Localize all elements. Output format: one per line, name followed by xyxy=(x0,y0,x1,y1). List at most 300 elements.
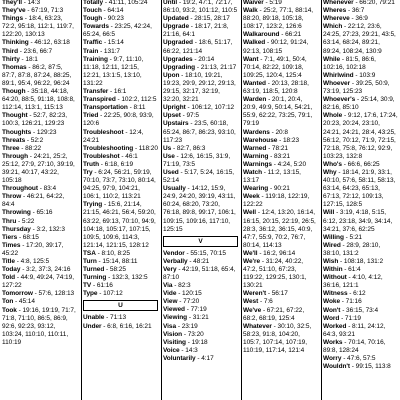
index-word: We'll xyxy=(243,249,258,257)
index-references: - 6:18, 6:19 xyxy=(100,160,134,168)
index-entry xyxy=(163,23,238,39)
index-word: TSA xyxy=(83,249,96,257)
index-word: Upgrading xyxy=(163,63,196,71)
index-entry xyxy=(83,39,158,47)
index-entry xyxy=(243,96,318,128)
index-references: - 8:11, 24:12, 64:3, 93:21 xyxy=(323,322,386,338)
index-column-4 xyxy=(243,0,318,355)
index-references: - 68:15 xyxy=(18,233,39,241)
index-entry xyxy=(2,185,77,193)
index-word: Visa xyxy=(163,322,177,330)
column-divider xyxy=(161,0,162,400)
index-references: - 90:21 xyxy=(269,185,290,193)
index-entry xyxy=(2,112,77,128)
index-word: Which xyxy=(323,23,343,31)
index-word: Whole xyxy=(323,112,343,120)
index-references: - 107:12 xyxy=(99,290,123,298)
index-entry xyxy=(2,39,77,47)
index-word: Tomorrow xyxy=(2,290,33,298)
index-entry xyxy=(83,112,158,128)
index-references: - 3:2, 132:3 xyxy=(32,225,65,233)
index-word: Voice xyxy=(163,346,180,354)
index-word: Tiers xyxy=(2,233,18,241)
index-entry xyxy=(243,193,318,209)
index-entry xyxy=(163,120,238,144)
index-entry xyxy=(2,129,77,137)
index-word: Turn xyxy=(83,258,97,265)
index-references: - 25:2, 77:1, 88:14, 88:20, 89:18, 105:18, 108:17, 123:2, 126:6 xyxy=(243,7,314,31)
index-word: Weren't xyxy=(243,290,267,298)
index-references: - 46:12, 63:18 xyxy=(30,39,70,47)
index-references: - 12:4, 13:20, 16:14, 16:15, 20:15, 22:19, 26:5, 28:3, 36:12, 36:15, 40:9, 47:7, 55:9, 70:2, 76:7, 80:14, 114:13 xyxy=(243,209,316,249)
index-entry xyxy=(323,169,398,209)
index-entry xyxy=(323,323,398,339)
index-word: Unable xyxy=(83,314,105,322)
index-entry xyxy=(83,145,158,153)
index-entry xyxy=(2,0,77,7)
index-references: - 90:23 xyxy=(103,15,124,23)
index-references: - 18:1 xyxy=(21,55,38,63)
index-word: Thru xyxy=(2,217,17,225)
index-references: - 88:22 xyxy=(21,144,42,152)
index-entry xyxy=(323,298,398,306)
index-word: Whoever xyxy=(323,79,351,87)
index-word: Though xyxy=(2,88,26,96)
index-entry xyxy=(83,96,158,104)
index-references: - 47:6, 57:5 xyxy=(343,355,376,363)
index-references: - 6:12 xyxy=(349,290,366,298)
index-word: Whereve xyxy=(323,15,350,23)
index-references: - 30:10, 32:5, 58:23, 91:8, 104:20, 105:7, 107:14, 107:19, 110:19, 117:14, 121:4 xyxy=(243,322,312,355)
index-word: Transpired xyxy=(83,96,116,104)
index-word: Warden xyxy=(243,96,267,104)
index-word: Turning xyxy=(83,274,107,282)
index-word: Without xyxy=(323,274,347,282)
index-entry xyxy=(243,290,318,298)
index-entry xyxy=(323,96,398,112)
index-word: Thomas xyxy=(2,63,27,71)
index-entry xyxy=(163,298,238,306)
index-entry xyxy=(243,56,318,80)
index-entry xyxy=(163,250,238,258)
index-word: Ton xyxy=(2,298,14,306)
index-column-1 xyxy=(2,0,77,347)
index-references: - 18:23 xyxy=(279,136,300,144)
index-word: Took xyxy=(2,306,17,314)
index-word: Via xyxy=(163,282,173,290)
index-references: - 5:19 xyxy=(265,0,282,6)
index-entry xyxy=(83,153,158,161)
index-entry xyxy=(323,80,398,96)
index-references: - 61:16 xyxy=(92,282,113,290)
index-word: Wearing xyxy=(243,185,269,193)
index-word: Train xyxy=(83,47,99,55)
index-word: Upset xyxy=(163,112,181,120)
index-word: Tried xyxy=(83,112,99,120)
index-references: - 67:19, 71:3 xyxy=(27,7,64,15)
index-entry xyxy=(323,7,398,15)
index-word: Watch xyxy=(243,168,263,176)
index-entry xyxy=(243,258,318,290)
index-word: Used xyxy=(163,168,179,176)
index-references: - 31:21 xyxy=(188,314,209,322)
index-word: Waiver xyxy=(243,0,264,6)
index-word: Won't xyxy=(323,306,341,314)
index-entry xyxy=(163,112,238,120)
index-references: - 23:5, 60:18, 65:24, 86:7, 86:23, 93:10, 117:23 xyxy=(163,120,236,144)
index-references: - 83:21 xyxy=(270,152,291,160)
index-column-5 xyxy=(323,0,398,371)
index-entry xyxy=(2,290,77,298)
index-word: Totally xyxy=(83,0,104,6)
index-word: Through xyxy=(2,152,29,160)
index-references: - 18:4, 63:23, 72:2, 95:18, 112:1, 119:7, 122:20, 130:13 xyxy=(2,15,74,39)
index-entry xyxy=(83,266,158,274)
index-references: - 3:19, 4:18, 5:15, 6:12, 23:18, 34:9, 34:14, 34:21, 37:6, 62:25 xyxy=(323,209,393,233)
index-word: Word xyxy=(323,314,340,322)
index-references: - 11:2, 13:15, 13:17 xyxy=(243,168,301,185)
index-word: Threats xyxy=(2,136,26,144)
index-references: - 77:20 xyxy=(179,298,200,306)
index-word: TV xyxy=(83,282,92,290)
index-entry xyxy=(243,7,318,31)
index-entry xyxy=(163,282,238,290)
index-word: We've xyxy=(243,306,262,314)
index-entry xyxy=(163,39,238,55)
index-references: - 16:2, 96:14 xyxy=(259,249,296,257)
index-word: Type xyxy=(83,290,98,298)
index-word: Throw xyxy=(2,193,22,201)
index-entry xyxy=(323,258,398,266)
index-entry xyxy=(83,282,158,290)
index-references: - 71:13 xyxy=(106,314,127,322)
index-references: - 103:9 xyxy=(355,71,376,79)
index-entry xyxy=(163,258,238,266)
index-references: - 120:15 xyxy=(178,290,202,298)
index-references: - 61:4 xyxy=(344,266,361,274)
index-references: - 36:7 xyxy=(347,7,365,15)
index-references: - 24:21, 25:2, 25:12, 27:9, 27:10, 39:19, 39:21, 40:17, 43:22, 105:18 xyxy=(2,152,75,185)
index-references: - 82:3 xyxy=(174,282,191,290)
index-word: Tough xyxy=(83,15,103,23)
index-references: - 36:15, 73:4 xyxy=(342,306,379,314)
index-references: - 19:18 xyxy=(187,338,208,346)
index-references: - 65:16 xyxy=(32,209,53,217)
index-entry xyxy=(2,274,77,290)
index-word: Upon xyxy=(163,71,180,79)
index-entry xyxy=(323,307,398,315)
index-references: - 132:3, 132:5 xyxy=(108,274,148,282)
index-word: Thursday xyxy=(2,225,31,233)
index-word: Try xyxy=(83,168,93,176)
index-references: - 4:8, 125:5 xyxy=(16,258,50,265)
index-word: Transportation xyxy=(83,104,128,112)
column-divider xyxy=(321,0,322,400)
index-word: Worry xyxy=(323,355,342,363)
index-entry xyxy=(163,145,238,153)
index-word: They'll xyxy=(2,0,22,6)
index-word: Willing xyxy=(323,233,344,241)
index-word: While xyxy=(323,55,341,63)
index-references: - 21:13, 21:17 xyxy=(196,63,237,71)
index-entry xyxy=(2,15,77,39)
index-references: - 5:21 xyxy=(345,233,362,241)
index-word: Warehouse xyxy=(243,136,278,144)
index-word: Wouldn't xyxy=(323,363,351,371)
index-entry xyxy=(163,347,238,355)
index-references: - 58:25 xyxy=(106,266,126,274)
index-word: Us xyxy=(163,144,172,152)
index-entry xyxy=(323,363,398,371)
index-entry xyxy=(2,88,77,112)
index-entry xyxy=(2,266,77,274)
index-entry xyxy=(2,137,77,145)
index-entry xyxy=(323,315,398,323)
index-word: Voluntarily xyxy=(163,354,196,362)
index-entry xyxy=(2,226,77,234)
index-entry xyxy=(2,307,77,347)
index-references: - 66:21 xyxy=(281,31,302,39)
index-entry xyxy=(83,129,158,145)
index-word: Truth xyxy=(83,160,99,168)
index-entry xyxy=(323,23,398,55)
index-references: - 15:6, 21:14, 21:15, 46:21, 56:4, 59:20, 63:22, 69:13, 70:10, 94:9, 104:18, 105:17, 107:15, 109:5, 109:6, 114:3, 121:14, 121:15, 128:12 xyxy=(83,201,156,249)
index-references: - 82:7, 86:3 xyxy=(172,144,206,152)
index-word: Thirty xyxy=(2,55,20,63)
index-entry xyxy=(323,0,398,7)
index-entry xyxy=(243,169,318,185)
index-references: - 8:10, 8:25 xyxy=(97,249,130,257)
index-entry xyxy=(323,242,398,258)
index-references: - 66:20, 79:21 xyxy=(355,0,395,6)
index-word: Warnings xyxy=(243,160,272,168)
index-references: - 23:19 xyxy=(177,322,198,330)
index-entry xyxy=(83,323,158,331)
index-entry xyxy=(163,266,238,282)
index-references: - 5:17, 5:24, 16:15, 52:14 xyxy=(163,168,235,185)
index-entry xyxy=(2,258,77,266)
index-word: Warned xyxy=(243,144,267,152)
index-references: - 78:21 xyxy=(268,144,288,152)
index-references: - 6:8, 6:16, 16:21 xyxy=(103,322,152,330)
index-entry xyxy=(163,15,238,23)
index-entry xyxy=(163,56,238,64)
index-word: Within xyxy=(323,266,343,274)
index-entry xyxy=(2,193,77,209)
index-references: - 119:18, 122:19, 122:22 xyxy=(243,193,310,209)
index-word: Today xyxy=(2,266,21,274)
index-references: - 14:3 xyxy=(23,0,41,6)
index-references: - 73:20 xyxy=(183,330,204,338)
index-entry xyxy=(323,112,398,161)
index-entry xyxy=(243,307,318,323)
index-references: - 71:19 xyxy=(341,314,361,322)
index-word: Upgrade xyxy=(163,23,190,31)
index-word: Traffic xyxy=(83,39,103,47)
index-references: - 46:1 xyxy=(121,152,138,160)
index-word: Works xyxy=(323,338,343,346)
index-entry xyxy=(83,104,158,112)
index-entry xyxy=(323,56,398,72)
index-references: - 18:10, 19:21, 19:23, 29:9, 29:12, 29:13, 29:15, 32:17, 32:19, 32:20, 32:21 xyxy=(163,71,236,104)
index-references: - 71:16 xyxy=(341,298,362,306)
index-word: Walkaround xyxy=(243,31,280,39)
index-entry xyxy=(323,234,398,242)
index-word: Vision xyxy=(163,330,183,338)
index-references: - 41:11, 105:24 xyxy=(104,0,148,6)
index-word: Trying xyxy=(83,201,103,209)
index-entry xyxy=(2,48,77,56)
index-word: Throwing xyxy=(2,209,31,217)
index-entry xyxy=(163,323,238,331)
index-entry xyxy=(2,153,77,185)
index-references: - 15:14 xyxy=(103,39,124,47)
index-references: - 19:2, 47:1, 72:17, 86:10, 93:2, 101:12, 110:5 xyxy=(163,0,238,15)
index-entry xyxy=(163,64,238,72)
index-entry xyxy=(163,355,238,363)
index-word: Upgrades xyxy=(163,55,193,63)
index-references: - 108:18, 131:2 xyxy=(340,258,384,265)
index-references: - 83:4 xyxy=(39,185,57,193)
index-entry xyxy=(243,0,318,7)
index-references: - 16:1 xyxy=(110,88,127,96)
letter-section-header: V xyxy=(163,236,238,247)
index-references: - 23:6, 66:7 xyxy=(19,47,53,55)
index-entry xyxy=(243,161,318,169)
index-word: Troubleshoot xyxy=(83,128,124,136)
index-entry xyxy=(323,72,398,80)
index-entry xyxy=(2,145,77,153)
index-word: Upstairs xyxy=(163,120,189,128)
index-references: - 22:25, 90:8, 93:9, 120:6 xyxy=(83,112,154,128)
index-entry xyxy=(163,169,238,185)
index-references: - 106:12, 107:12 xyxy=(187,104,235,112)
index-entry xyxy=(243,145,318,153)
index-word: Very xyxy=(163,265,177,273)
index-references: - 18:6, 51:17, 66:22, 121:14 xyxy=(163,39,233,55)
index-entry xyxy=(323,15,398,23)
index-entry xyxy=(2,56,77,64)
index-entry xyxy=(323,274,398,290)
index-word: Vide xyxy=(163,290,177,298)
index-column-3 xyxy=(163,0,238,363)
index-references: - 66:6, 66:25 xyxy=(343,160,380,168)
index-references: - 64:14 xyxy=(103,7,124,15)
index-entry xyxy=(323,339,398,355)
index-references: - 48:21 xyxy=(189,257,210,265)
index-references: - 57:6, 128:13 xyxy=(34,290,75,298)
index-entry xyxy=(83,250,158,258)
index-word: Whoever's xyxy=(323,96,356,104)
index-references: - 52:7, 82:23, 100:3, 126:21, 129:23 xyxy=(2,112,68,128)
index-entry xyxy=(243,250,318,258)
index-word: Touch xyxy=(83,7,102,15)
index-word: Thought xyxy=(2,112,28,120)
index-word: Three xyxy=(2,144,20,152)
index-references: - 99:15, 113:8 xyxy=(351,363,391,371)
index-word: Transfer xyxy=(83,88,109,96)
index-references: - 77:19 xyxy=(186,306,207,314)
index-entry xyxy=(83,23,158,39)
index-references: - 20:1, 20:4, 20:9, 49:9, 50:14, 54:21, 55:9, 62:22, 73:25, 79:1, 79:19 xyxy=(243,96,313,128)
index-word: Will xyxy=(323,209,335,217)
index-references: - 4:24, 5:20 xyxy=(273,160,307,168)
index-references: - 9:12, 17:6, 17:24, 20:23, 20:24, 23:10, 24:21, 24:21, 28:4, 43:25, 56:12, 70:12, 71:9, 72:15, 72:18, 75:8, 76:12, 92:9, 103:23, 132:8 xyxy=(323,112,398,160)
index-word: Usually xyxy=(163,185,186,193)
index-word: Whatever xyxy=(243,322,272,330)
index-references: - 36:9 xyxy=(351,15,368,23)
index-references: - 22:12, 23:6, 24:25, 27:23, 29:21, 43:5, 63:14, 68:24, 89:21, 89:24, 108:24, 130:9 xyxy=(323,23,396,55)
index-references: - 7:6 xyxy=(259,298,273,306)
index-word: Towards xyxy=(83,23,109,31)
index-word: Told xyxy=(2,274,16,282)
index-word: Third xyxy=(2,47,18,55)
index-references: - 7:1, 49:1, 50:4, 70:14, 82:22, 109:18, 109:25, 120:4, 125:4 xyxy=(243,55,307,79)
index-entry xyxy=(83,15,158,23)
index-word: Thoughts xyxy=(2,128,32,136)
index-entry xyxy=(243,39,318,55)
index-references: - 131:7 xyxy=(100,47,120,55)
index-word: Wheres xyxy=(323,7,347,15)
column-divider xyxy=(241,0,242,400)
index-references: - 44:9, 49:24, 74:19, 127:22 xyxy=(2,274,74,290)
index-references: - 19:16, 19:19, 71:7, 71:8, 71:10, 86:5, 86:9, 92:6, 92:23, 93:12, 103:24, 110:10, 110:11, 110:19 xyxy=(2,306,76,346)
index-word: Turned xyxy=(83,266,105,274)
index-references: - 81:5, 86:6, 102:16, 102:18 xyxy=(323,55,376,71)
index-entry xyxy=(163,0,238,15)
index-word: Thinking xyxy=(2,39,29,47)
index-word: Upright xyxy=(163,104,186,112)
index-entry xyxy=(2,64,77,88)
index-word: Walked xyxy=(243,39,266,47)
index-references: - 8:11 xyxy=(129,104,146,112)
index-word: Why xyxy=(323,168,337,176)
index-word: Wardens xyxy=(243,128,270,136)
index-references: - 14:12, 15:9, 24:9, 24:20, 39:19, 43:11, 60:24, 68:20, 73:20, 76:18, 89:8, 99:17, 106:1, 109:15, 109:16, 117:10, 125:15 xyxy=(163,185,236,233)
index-references: - 52:2 xyxy=(26,136,44,144)
index-references: - 23:25, 42:24, 65:24, 66:5 xyxy=(83,23,152,39)
index-word: Until xyxy=(163,0,178,6)
index-word: Vendor xyxy=(163,249,185,257)
index-entry xyxy=(2,242,77,258)
index-references: - 118:20 xyxy=(134,144,158,152)
index-word: Well xyxy=(243,209,257,217)
index-references: - 4:17 xyxy=(197,354,214,362)
index-references: - 45:14 xyxy=(15,298,35,306)
index-entry xyxy=(83,0,158,7)
index-references: - 102:2, 112:5 xyxy=(117,96,157,104)
index-entry xyxy=(163,104,238,112)
index-word: Woke xyxy=(323,298,341,306)
index-references: - 31:24, 40:22, 47:2, 51:10, 67:23, 119:22, 129:25, 130:1, 130:21 xyxy=(243,258,307,290)
index-entry xyxy=(83,169,158,201)
index-entry xyxy=(243,137,318,145)
index-references: - 20:13, 28:18, 63:19, 118:5, 120:8 xyxy=(243,79,309,96)
index-entry xyxy=(83,7,158,15)
index-references: - 67:21, 67:22, 68:2, 68:19, 125:4 xyxy=(243,306,305,322)
index-entry xyxy=(2,234,77,242)
index-references: - 46:21, 64:22, 84:4 xyxy=(2,193,65,209)
index-references: - 39:25, 50:9, 73:19, 125:23 xyxy=(323,79,390,96)
index-references: - 28:9, 28:10, 38:10, 131:2 xyxy=(323,241,381,257)
index-entry xyxy=(243,298,318,306)
index-references: - 15:14, 88:11 xyxy=(98,258,138,265)
index-word: Viewing xyxy=(163,314,188,322)
index-references: - 12:6, 16:15, 31:9, 71:19, 73:5 xyxy=(163,152,231,168)
index-word: They've xyxy=(2,7,26,15)
index-word: Troubleshot xyxy=(83,152,120,160)
index-references: - 3:2, 37:3, 24:16 xyxy=(22,266,71,274)
